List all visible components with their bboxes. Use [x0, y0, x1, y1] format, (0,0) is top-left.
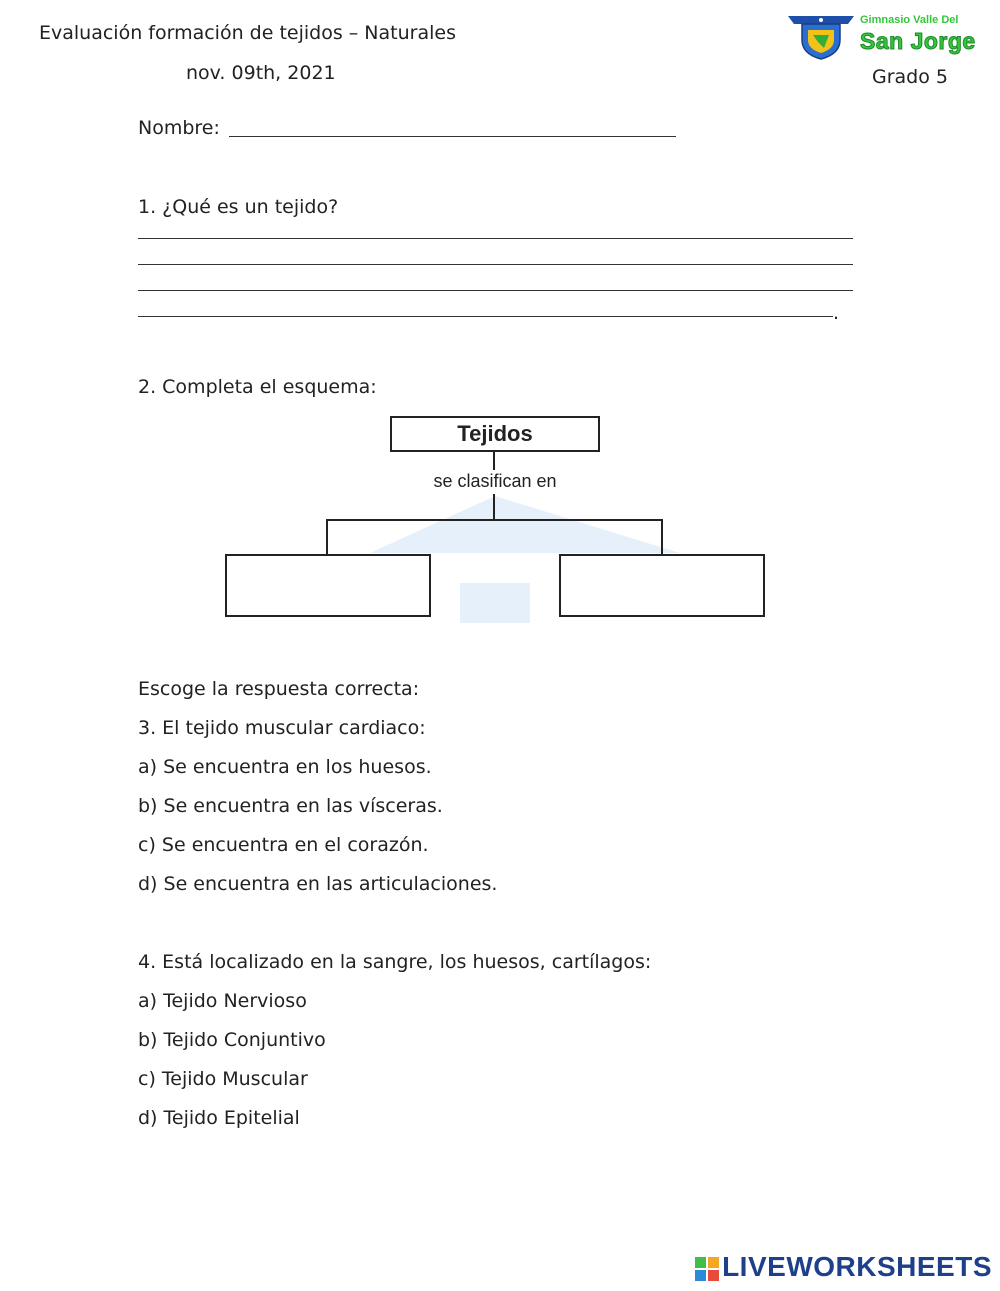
diagram-connector-top	[493, 452, 495, 470]
answer-line-4[interactable]	[138, 316, 833, 317]
question-1: 1. ¿Qué es un tejido?	[138, 196, 339, 218]
question-4: 4. Está localizado en la sangre, los huesos, cartílagos:	[138, 951, 652, 973]
q3-option-b[interactable]: b) Se encuentra en las vísceras.	[138, 795, 443, 817]
diagram-root-box: Tejidos	[390, 416, 600, 452]
q4-option-a[interactable]: a) Tejido Nervioso	[138, 990, 307, 1012]
school-name-line1: Gimnasio Valle Del	[860, 14, 959, 26]
question-3: 3. El tejido muscular cardiaco:	[138, 717, 426, 739]
diagram-answer-box-right[interactable]	[559, 554, 765, 617]
answer-line-1[interactable]	[138, 238, 853, 239]
q4-option-b[interactable]: b) Tejido Conjuntivo	[138, 1029, 326, 1051]
q4-option-d[interactable]: d) Tejido Epitelial	[138, 1107, 300, 1129]
school-name-line2: San Jorge	[860, 28, 976, 54]
diagram-branch-left	[326, 519, 328, 554]
diagram-answer-box-left[interactable]	[225, 554, 431, 617]
name-answer-line[interactable]	[229, 136, 676, 137]
question-2: 2. Completa el esquema:	[138, 376, 377, 398]
diagram-branch-right	[661, 519, 663, 554]
liveworksheets-brand-text: LIVEWORKSHEETS	[722, 1251, 992, 1282]
q3-option-d[interactable]: d) Se encuentra en las articulaciones.	[138, 873, 498, 895]
answer-line-3[interactable]	[138, 290, 853, 291]
q3-option-c[interactable]: c) Se encuentra en el corazón.	[138, 834, 429, 856]
answer-end-period: .	[833, 302, 840, 324]
diagram-connector-mid	[493, 494, 495, 520]
liveworksheets-brand	[695, 1251, 992, 1283]
school-crest-icon	[786, 8, 856, 60]
diagram-branch-line	[326, 519, 663, 521]
tissue-schema-diagram	[220, 408, 775, 626]
q4-option-c[interactable]: c) Tejido Muscular	[138, 1068, 308, 1090]
name-label: Nombre:	[138, 117, 220, 139]
liveworksheets-logo-icon	[695, 1257, 719, 1281]
q3-option-a[interactable]: a) Se encuentra en los huesos.	[138, 756, 432, 778]
instruction-text: Escoge la respuesta correcta:	[138, 678, 420, 700]
diagram-connector-label: se clasifican en	[420, 470, 570, 492]
worksheet-title: Evaluación formación de tejidos – Naturales	[39, 22, 456, 44]
grade-label: Grado 5	[872, 66, 948, 88]
worksheet-date: nov. 09th, 2021	[186, 62, 336, 84]
answer-line-2[interactable]	[138, 264, 853, 265]
school-logo	[786, 8, 976, 62]
